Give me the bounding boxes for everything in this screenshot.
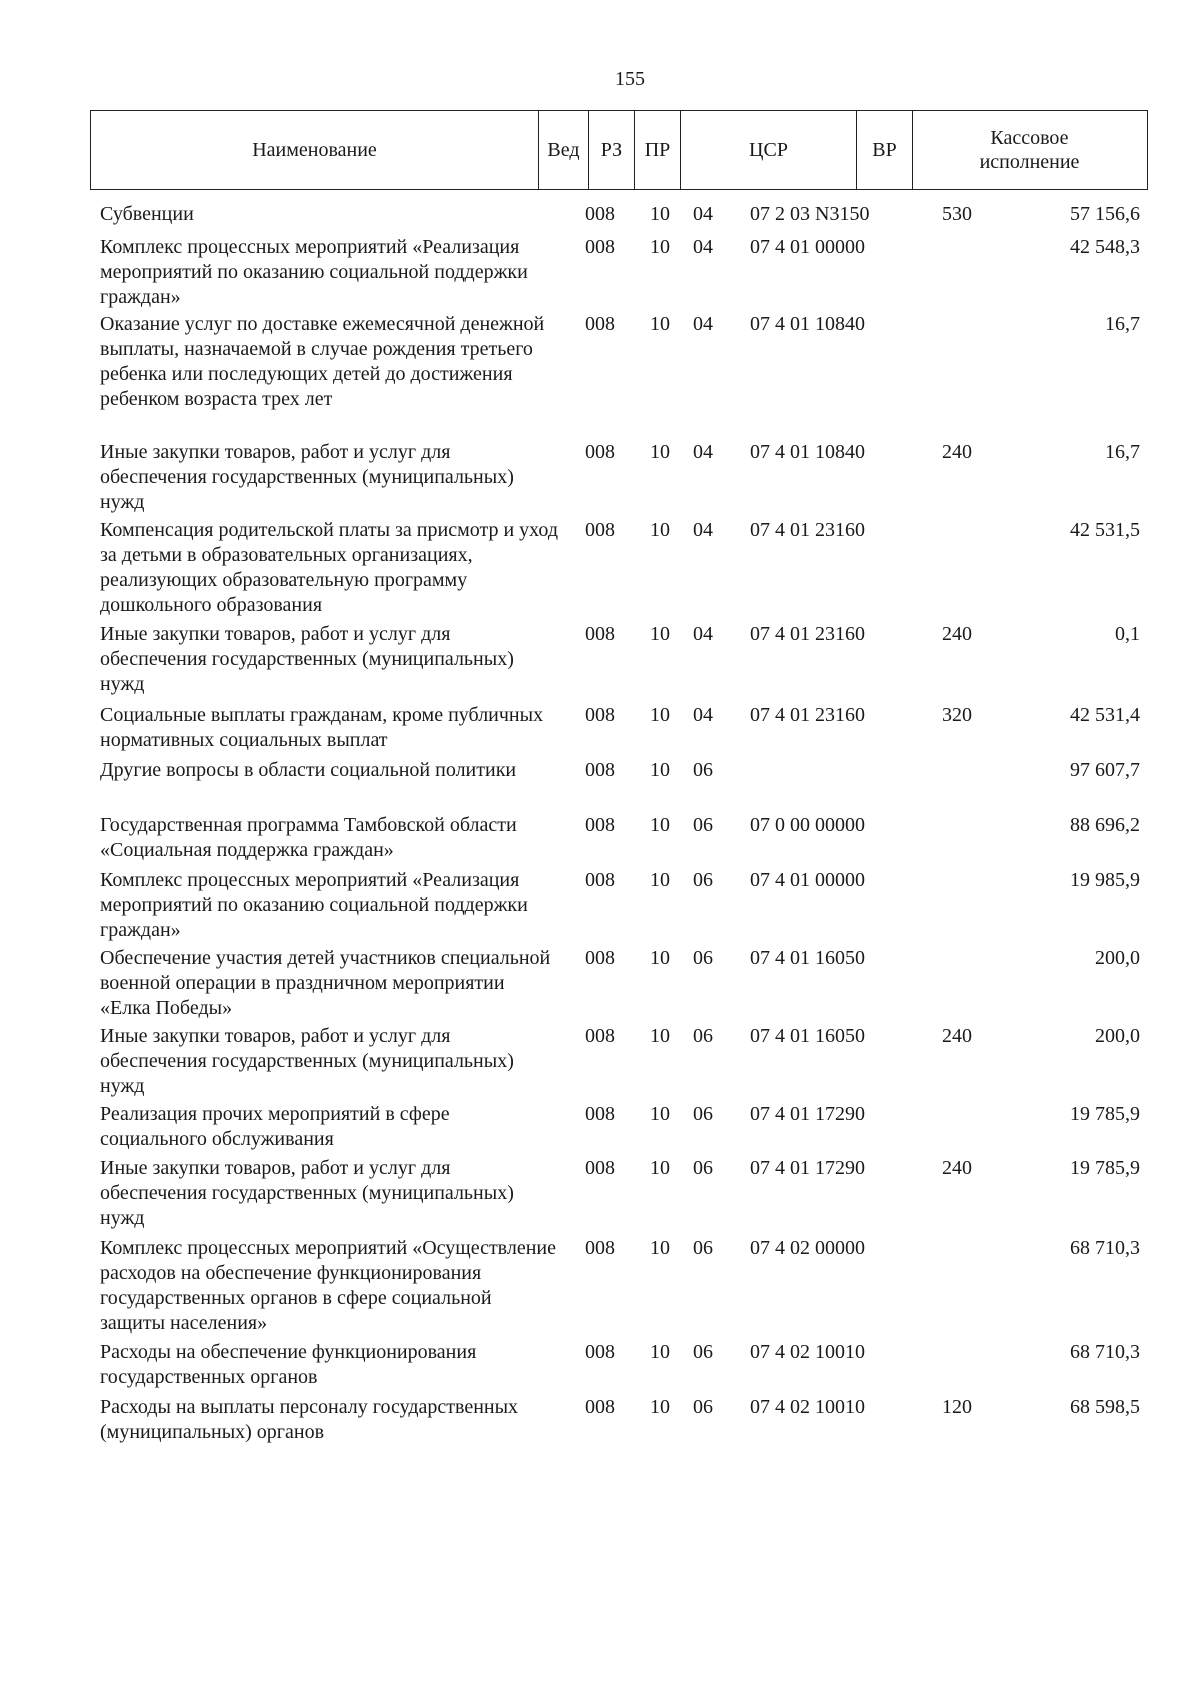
row-ved: 008: [585, 704, 615, 726]
row-amount: 42 548,3: [1070, 236, 1140, 258]
row-csr: 07 4 02 00000: [750, 1237, 865, 1259]
row-rz: 10: [650, 203, 670, 225]
row-amount: 68 710,3: [1070, 1237, 1140, 1259]
header-pr: ПР: [635, 111, 681, 189]
row-pr: 06: [693, 1237, 713, 1259]
row-ved: 008: [585, 869, 615, 891]
row-csr: 07 4 02 10010: [750, 1396, 865, 1418]
row-ved: 008: [585, 947, 615, 969]
header-vr: ВР: [857, 111, 913, 189]
row-amount: 0,1: [1115, 623, 1140, 645]
row-amount: 88 696,2: [1070, 814, 1140, 836]
row-name: Реализация прочих мероприятий в сфере социального обслуживания: [100, 1103, 450, 1150]
row-amount: 57 156,6: [1070, 203, 1140, 225]
row-rz: 10: [650, 814, 670, 836]
row-vr: 240: [942, 441, 972, 463]
row-name: Государственная программа Тамбовской области «Социальная поддержка граждан»: [100, 814, 517, 861]
row-rz: 10: [650, 236, 670, 258]
header-amount: Кассовое исполнение: [979, 127, 1080, 173]
row-ved: 008: [585, 519, 615, 541]
row-name: Комплекс процессных мероприятий «Осуществление расходов на обеспечение функционирования государственных органов в сфере социальной защиты населения»: [100, 1237, 557, 1334]
row-csr: 07 4 01 17290: [750, 1157, 865, 1179]
row-name: Компенсация родительской платы за присмотр и уход за детьми в образовательных организациях, реализующих образовательную программу дошкольного образования: [100, 519, 559, 616]
row-ved: 008: [585, 1237, 615, 1259]
row-rz: 10: [650, 759, 670, 781]
row-csr: 07 2 03 N3150: [750, 203, 870, 225]
row-ved: 008: [585, 1103, 615, 1125]
row-pr: 06: [693, 869, 713, 891]
row-name: Иные закупки товаров, работ и услуг для обеспечения государственных (муниципальных) нужд: [100, 1157, 514, 1229]
header-rz: РЗ: [589, 111, 635, 189]
row-rz: 10: [650, 1237, 670, 1259]
row-amount: 19 785,9: [1070, 1157, 1140, 1179]
row-ved: 008: [585, 1025, 615, 1047]
row-pr: 06: [693, 1025, 713, 1047]
header-csr: ЦСР: [681, 111, 857, 189]
row-ved: 008: [585, 203, 615, 225]
row-amount: 68 710,3: [1070, 1341, 1140, 1363]
row-name: Оказание услуг по доставке ежемесячной денежной выплаты, назначаемой в случае рождения третьего ребенка или последующих детей до достижения ребенком возраста трех лет: [100, 313, 545, 410]
row-amount: 19 785,9: [1070, 1103, 1140, 1125]
row-pr: 04: [693, 203, 713, 225]
row-name: Иные закупки товаров, работ и услуг для обеспечения государственных (муниципальных) нужд: [100, 441, 514, 513]
row-ved: 008: [585, 623, 615, 645]
row-csr: 07 4 01 23160: [750, 623, 865, 645]
row-amount: 19 985,9: [1070, 869, 1140, 891]
row-rz: 10: [650, 1025, 670, 1047]
row-name: Иные закупки товаров, работ и услуг для обеспечения государственных (муниципальных) нужд: [100, 1025, 514, 1097]
row-amount: 200,0: [1095, 1025, 1140, 1047]
row-name: Комплекс процессных мероприятий «Реализация мероприятий по оказанию социальной поддержки граждан»: [100, 236, 528, 308]
row-rz: 10: [650, 869, 670, 891]
row-vr: 240: [942, 1157, 972, 1179]
row-rz: 10: [650, 1396, 670, 1418]
row-csr: 07 0 00 00000: [750, 814, 865, 836]
row-rz: 10: [650, 519, 670, 541]
row-pr: 06: [693, 1396, 713, 1418]
row-pr: 04: [693, 313, 713, 335]
row-name: Субвенции: [100, 203, 194, 225]
row-pr: 06: [693, 1341, 713, 1363]
header-ved: Вед: [539, 111, 589, 189]
row-ved: 008: [585, 313, 615, 335]
row-name: Расходы на обеспечение функционирования государственных органов: [100, 1341, 477, 1388]
row-amount: 200,0: [1095, 947, 1140, 969]
row-csr: 07 4 01 16050: [750, 947, 865, 969]
row-csr: 07 4 01 23160: [750, 519, 865, 541]
row-amount: 42 531,5: [1070, 519, 1140, 541]
row-csr: 07 4 01 16050: [750, 1025, 865, 1047]
row-csr: 07 4 01 10840: [750, 441, 865, 463]
row-pr: 06: [693, 947, 713, 969]
row-name: Комплекс процессных мероприятий «Реализация мероприятий по оказанию социальной поддержки граждан»: [100, 869, 528, 941]
row-pr: 06: [693, 759, 713, 781]
row-rz: 10: [650, 623, 670, 645]
row-amount: 16,7: [1105, 313, 1140, 335]
row-csr: 07 4 02 10010: [750, 1341, 865, 1363]
row-amount: 68 598,5: [1070, 1396, 1140, 1418]
row-ved: 008: [585, 1341, 615, 1363]
row-csr: 07 4 01 17290: [750, 1103, 865, 1125]
row-pr: 06: [693, 1103, 713, 1125]
row-amount: 97 607,7: [1070, 759, 1140, 781]
row-name: Расходы на выплаты персоналу государственных (муниципальных) органов: [100, 1396, 519, 1443]
row-ved: 008: [585, 236, 615, 258]
row-ved: 008: [585, 441, 615, 463]
row-name: Социальные выплаты гражданам, кроме публичных нормативных социальных выплат: [100, 704, 544, 751]
row-rz: 10: [650, 704, 670, 726]
row-amount: 42 531,4: [1070, 704, 1140, 726]
row-name: Другие вопросы в области социальной политики: [100, 759, 517, 781]
table-header: [90, 110, 1148, 190]
row-rz: 10: [650, 1341, 670, 1363]
row-vr: 120: [942, 1396, 972, 1418]
header-name: Наименование: [91, 111, 539, 189]
row-csr: 07 4 01 00000: [750, 236, 865, 258]
row-vr: 240: [942, 623, 972, 645]
row-pr: 04: [693, 441, 713, 463]
row-csr: 07 4 01 10840: [750, 313, 865, 335]
page-number: 155: [615, 68, 645, 90]
row-name: Иные закупки товаров, работ и услуг для обеспечения государственных (муниципальных) нужд: [100, 623, 514, 695]
row-rz: 10: [650, 313, 670, 335]
row-ved: 008: [585, 1396, 615, 1418]
row-name: Обеспечение участия детей участников специальной военной операции в праздничном мероприятии «Елка Победы»: [100, 947, 551, 1019]
row-csr: 07 4 01 23160: [750, 704, 865, 726]
row-ved: 008: [585, 759, 615, 781]
row-pr: 06: [693, 1157, 713, 1179]
row-pr: 04: [693, 236, 713, 258]
row-rz: 10: [650, 947, 670, 969]
row-vr: 320: [942, 704, 972, 726]
row-pr: 04: [693, 519, 713, 541]
row-pr: 04: [693, 704, 713, 726]
row-pr: 04: [693, 623, 713, 645]
row-amount: 16,7: [1105, 441, 1140, 463]
row-rz: 10: [650, 441, 670, 463]
row-rz: 10: [650, 1157, 670, 1179]
row-vr: 530: [942, 203, 972, 225]
row-ved: 008: [585, 1157, 615, 1179]
row-ved: 008: [585, 814, 615, 836]
row-vr: 240: [942, 1025, 972, 1047]
row-csr: 07 4 01 00000: [750, 869, 865, 891]
row-pr: 06: [693, 814, 713, 836]
row-rz: 10: [650, 1103, 670, 1125]
